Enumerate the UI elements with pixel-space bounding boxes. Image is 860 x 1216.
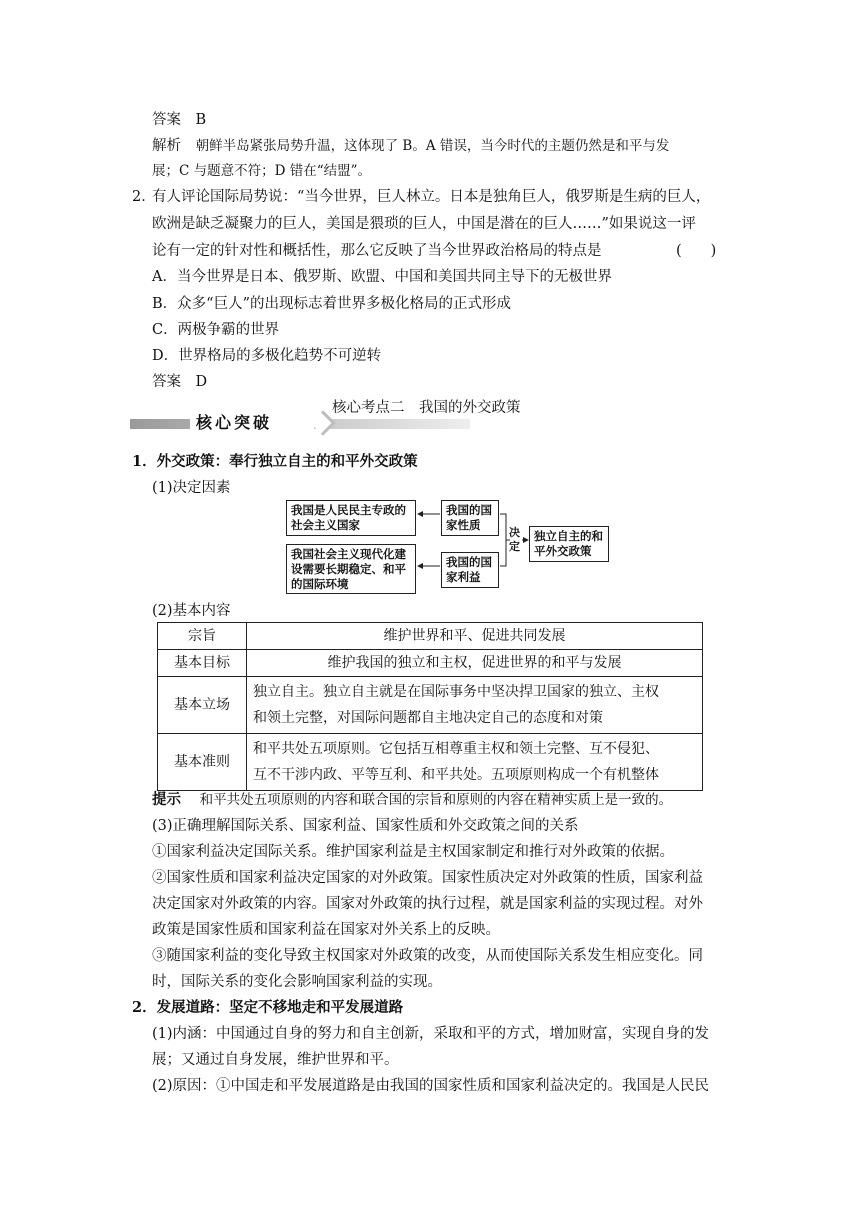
- hint-text: 和平共处五项原则的内容和联合国的宗旨和原则的内容在精神实质上是一致的。: [199, 792, 673, 808]
- analysis-label: 解析: [152, 138, 181, 154]
- q2-option-a: A．当今世界是日本、俄罗斯、欧盟、中国和美国共同主导下的无极世界: [152, 269, 612, 285]
- q2-number: 2．: [132, 189, 156, 205]
- row-text: 维护世界和平、促进共同发展: [247, 623, 703, 650]
- row-text: [247, 677, 703, 734]
- relation-2-line-1: ②国家性质和国家利益决定国家的对外政策。国家性质决定对外政策的性质，国家利益: [152, 870, 703, 886]
- row-head: 基本目标: [158, 650, 247, 677]
- banner-label: 核心突破: [190, 412, 314, 434]
- table-row: [158, 734, 703, 791]
- point-1-sub-3: (3)正确理解国际关系、国家利益、国家性质和外交政策之间的关系: [152, 818, 579, 834]
- q2-option-c: C．两极争霸的世界: [152, 322, 280, 338]
- point-2-heading: 2．发展道路：坚定不移地走和平发展道路: [132, 999, 404, 1016]
- q2-option-b: B．众多“巨人”的出现标志着世界多极化格局的正式形成: [152, 296, 511, 312]
- q2-option-d: D．世界格局的多极化趋势不可逆转: [152, 348, 382, 364]
- section-title: 核心考点二 我国的外交政策: [332, 400, 521, 416]
- point-2-content-1-line-1: (1)内涵：中国通过自身的努力和自主创新，采取和平的方式，增加财富，实现自身的发: [152, 1026, 710, 1042]
- analysis-text: 朝鲜半岛紧张局势升温，这体现了 B。A 错误，当今时代的主题仍然是和平与发: [195, 138, 670, 154]
- row-text-line-1: 和平共处五项原则。它包括互相尊重主权和领土完整、互不侵犯、: [253, 741, 659, 757]
- box-state-interest-detail: 我国社会主义现代化建设需要长期稳定、和平的国际环境: [286, 544, 416, 594]
- box-state-interest: 我国的国家利益: [441, 552, 499, 588]
- basic-content-table: [157, 622, 703, 791]
- point-2-content-1-line-2: 展；又通过自身发展，维护世界和平。: [152, 1052, 399, 1068]
- row-head: 基本准则: [158, 734, 247, 791]
- point-1-heading: 1．外交政策：奉行独立自主的和平外交政策: [132, 453, 418, 470]
- hint-line: [152, 790, 672, 810]
- box-policy: 独立自主的和平外交政策: [529, 526, 609, 562]
- table-row: [158, 677, 703, 734]
- box-state-nature-detail: 我国是人民民主专政的社会主义国家: [286, 500, 416, 536]
- row-text: [247, 734, 703, 791]
- hint-label: 提示: [152, 791, 181, 808]
- q2-stem-line-1: 有人评论国际局势说：“当今世界，巨人林立。日本是独角巨人，俄罗斯是生病的巨人，: [152, 189, 711, 205]
- row-head: 基本立场: [158, 677, 247, 734]
- relation-1: ①国家利益决定国际关系。维护国家利益是主权国家制定和推行对外政策的依据。: [152, 844, 674, 860]
- diagram-arrows: [0, 0, 860, 600]
- point-1-sub-1: (1)决定因素: [152, 480, 231, 496]
- point-1-sub-2: (2)基本内容: [152, 603, 231, 619]
- row-text-line-2: 和领土完整，对国际问题都自主地决定自己的态度和对策: [253, 710, 603, 726]
- relation-3-line-2: 时，国际关系的变化会影响国家利益的实现。: [152, 974, 442, 990]
- decide-label: 决定: [509, 526, 520, 553]
- q1-answer: 答案 B: [152, 112, 207, 128]
- box-state-nature: 我国的国家性质: [441, 500, 499, 536]
- q2-answer-bracket: ( ): [676, 243, 717, 259]
- q1-analysis-line-2: 展；C 与题意不符；D 错在“结盟”。: [152, 163, 372, 179]
- point-2-content-2-line-1: (2)原因：①中国走和平发展道路是由我国的国家性质和国家利益决定的。我国是人民民: [152, 1078, 710, 1094]
- q2-stem-line-3: 论有一定的针对性和概括性，那么它反映了当今世界政治格局的特点是: [152, 243, 602, 259]
- row-text-line-2: 互不干涉内政、平等互利、和平共处。五项原则构成一个有机整体: [253, 767, 659, 783]
- q2-stem-line-2: 欧洲是缺乏凝聚力的巨人，美国是猥琐的巨人，中国是潜在的巨人……”如果说这一评: [152, 216, 696, 232]
- table-row: [158, 650, 703, 677]
- row-text-line-1: 独立自主。独立自主就是在国际事务中坚决捍卫国家的独立、主权: [253, 684, 659, 700]
- q2-answer: 答案 D: [152, 374, 208, 390]
- relation-2-line-3: 政策是国家性质和国家利益在国家对外关系上的反映。: [152, 922, 500, 938]
- relation-2-line-2: 决定国家对外政策的内容。国家对外政策的执行过程，就是国家利益的实现过程。对外: [152, 896, 703, 912]
- relation-3-line-1: ③随国家利益的变化导致主权国家对外政策的改变，从而使国际关系发生相应变化。同: [152, 948, 703, 964]
- bracket-line: [500, 514, 506, 566]
- row-text: 维护我国的独立和主权，促进世界的和平与发展: [247, 650, 703, 677]
- row-head: 宗旨: [158, 623, 247, 650]
- table-row: [158, 623, 703, 650]
